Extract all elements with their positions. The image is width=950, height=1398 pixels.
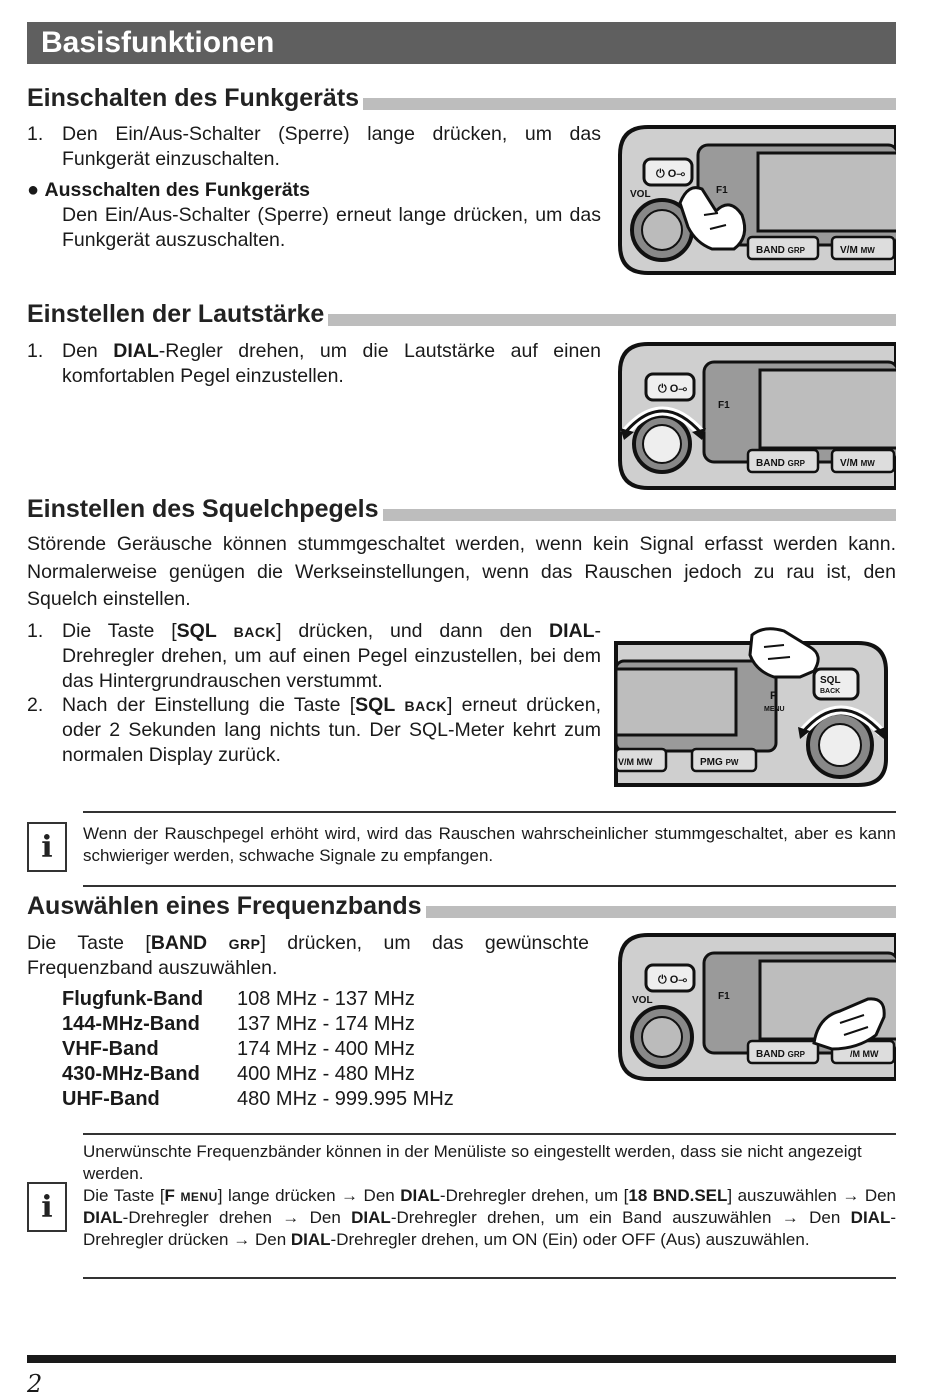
chapter-title: Basisfunktionen — [41, 26, 275, 59]
svg-text:/M MW: /M MW — [850, 1049, 879, 1059]
note-squelch: Wenn der Rauschpegel erhöht wird, wird das Rauschen wahrscheinlicher stummgeschaltet, aber es kann schwieriger werden, schwache Signale zu empfangen. — [83, 811, 896, 887]
page-number: 2 — [27, 1370, 43, 1398]
svg-text:BAND GRP: BAND GRP — [756, 1049, 806, 1060]
radio-volume-illustration — [618, 342, 896, 490]
section-heading-band: Auswählen eines Frequenzbands — [27, 890, 896, 920]
info-icon: i — [27, 1182, 67, 1232]
svg-text:F1: F1 — [718, 991, 730, 1002]
band-intro: Die Taste [BAND grp] drücken, um das gewünschte Frequenzband auszuwählen. — [27, 932, 589, 979]
squelch-intro: Störende Geräusche können stummgeschaltet werden, wenn kein Signal erfasst werden kann. Normalerweise genügen die Werkseinstellungen, wenn das Rauschen jedoch zu rau ist, den Squelch einstellen. — [27, 533, 896, 610]
svg-text:BAND GRP: BAND GRP — [756, 245, 806, 256]
radio-band-illustration — [618, 933, 896, 1081]
svg-text:F1: F1 — [718, 400, 730, 411]
svg-text:BACK: BACK — [820, 688, 841, 695]
table-row: VHF-Band 174 MHz - 400 MHz — [62, 1038, 415, 1060]
svg-text:F1: F1 — [716, 185, 728, 196]
chapter-banner — [27, 22, 896, 64]
note-band-select-steps: Die Taste [F menu] lange drücken → Den DIAL-Drehregler drehen, um [18 BND.SEL] auszuwählen → Den DIAL-Drehregler drehen → Den DIAL-Drehregler drehen, um ein Band auszuwählen → Den DIAL-Drehregler drücken → Den DIAL-Drehregler drehen, um ON (Ein) oder OFF (Aus) auszuwählen. — [83, 1186, 897, 1249]
svg-text:F: F — [770, 690, 777, 702]
band-table — [62, 987, 454, 1112]
table-row: 430-MHz-Band 400 MHz - 480 MHz — [62, 1063, 415, 1085]
table-row: Flugfunk-Band 108 MHz - 137 MHz — [62, 988, 415, 1010]
svg-text:BAND GRP: BAND GRP — [756, 458, 806, 469]
power-step-1: 1. Den Ein/Aus-Schalter (Sperre) lange drücken, um das Funkgerät einzuschalten. — [27, 123, 601, 170]
table-row: UHF-Band 480 MHz - 999.995 MHz — [62, 1088, 454, 1110]
svg-text:PMG PW: PMG PW — [700, 757, 739, 768]
svg-text:SQL: SQL — [820, 675, 841, 686]
section-heading-power: Einschalten des Funkgeräts — [27, 82, 896, 112]
svg-text:V/M MW: V/M MW — [840, 458, 875, 469]
svg-text:VOL: VOL — [632, 995, 653, 1006]
table-row: 144-MHz-Band 137 MHz - 174 MHz — [62, 1013, 415, 1035]
bullet-dot-icon: ● — [27, 179, 40, 201]
svg-text:MENU: MENU — [764, 706, 785, 713]
radio-squelch-illustration — [614, 625, 896, 787]
svg-text:⏻ O⊸: ⏻ O⊸ — [658, 974, 688, 986]
volume-step-1: 1. Den DIAL-Regler drehen, um die Lautstärke auf einen komfortablen Pegel einzustellen. — [27, 340, 601, 387]
note-band-select: Unerwünschte Frequenzbänder können in der Menüliste so eingestellt werden, dass sie nicht angezeigt werden. Die Taste [F menu] lange drücken → Den DIAL-Drehregler drehen, um [18 BND.SEL] auszuwählen → Den DIAL-Drehregler drehen → Den DIAL-Drehregler drehen, um ein Band auszuwählen → Den DIAL-Drehregler drücken → Den DIAL-Drehregler drehen, um ON (Ein) oder OFF (Aus) auszuwählen. — [83, 1133, 896, 1279]
squelch-step-1: 1. Die Taste [SQL back] drücken, und dann den DIAL-Drehregler drehen, um auf einen Pegel einzustellen, bei dem das Hintergrundrauschen verstummt. — [27, 620, 601, 692]
svg-text:V/M MW: V/M MW — [618, 757, 653, 767]
footer-rule — [27, 1355, 896, 1363]
svg-text:⏻ O⊸: ⏻ O⊸ — [656, 168, 686, 180]
svg-text:V/M MW: V/M MW — [840, 245, 875, 256]
power-off-bullet: ● Ausschalten des Funkgeräts Den Ein/Aus-Schalter (Sperre) erneut lange drücken, um das Funkgerät auszuschalten. — [27, 179, 601, 251]
section-heading-squelch: Einstellen des Squelchpegels — [27, 493, 896, 523]
svg-text:VOL: VOL — [630, 189, 651, 200]
section-heading-volume: Einstellen der Lautstärke — [27, 298, 896, 328]
radio-power-illustration — [618, 125, 896, 275]
info-icon: i — [27, 822, 67, 872]
svg-text:⏻ O⊸: ⏻ O⊸ — [658, 383, 688, 395]
squelch-step-2: 2. Nach der Einstellung die Taste [SQL back] erneut drücken, oder 2 Sekunden lang nichts tun. Der SQL-Meter kehrt zum normalen Display zurück. — [27, 694, 602, 766]
